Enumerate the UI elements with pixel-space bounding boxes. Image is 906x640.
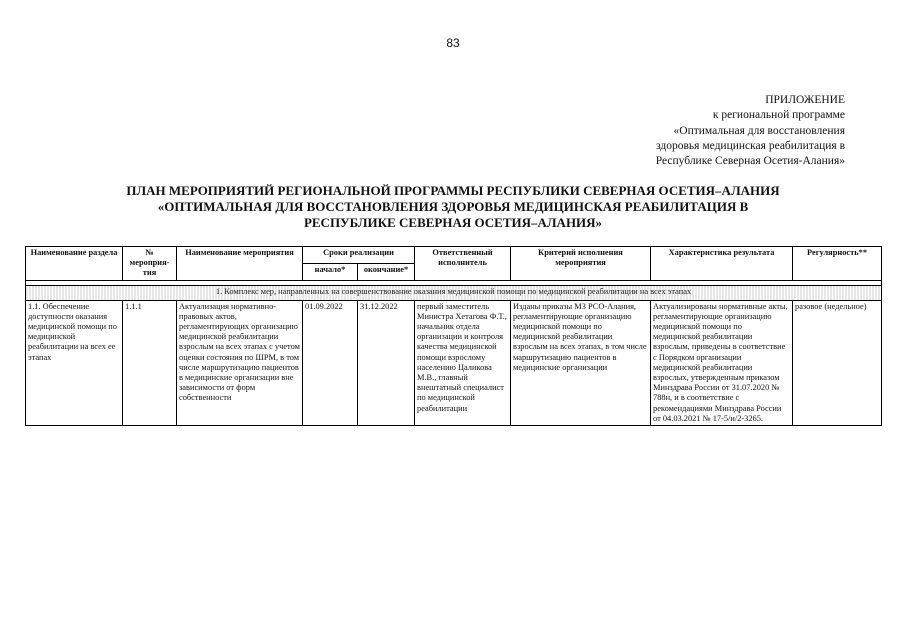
title-line: ПЛАН МЕРОПРИЯТИЙ РЕГИОНАЛЬНОЙ ПРОГРАММЫ РЕСПУБЛИКИ СЕВЕРНАЯ ОСЕТИЯ–АЛАНИЯ bbox=[126, 183, 780, 198]
cell-end: 31.12.2022 bbox=[358, 300, 415, 425]
cell-result: Актуализированы нормативные акты, регламентирующие организацию медицинской помощи по медицинской реабилитации взрослым, приведены в соответствие с Порядком организации медицинской реабилитации взрослых, утвержденным приказом Минздрава России от 31.07.2020 № 788н, и в соответствие с рекомендациями Минздрава России от 04.03.2021 № 17-5/и/2-3265. bbox=[651, 300, 793, 425]
header-result: Характеристика результата bbox=[651, 247, 793, 281]
page-number: 83 bbox=[446, 36, 460, 50]
cell-criterion: Изданы приказы МЗ РСО-Алания, регламентирующие организацию медицинской помощи по медицинской реабилитации взрослым на всех этапах, в том числе маршрутизацию пациентов в медицинские организации bbox=[511, 300, 651, 425]
title-line: РЕСПУБЛИКЕ СЕВЕРНАЯ ОСЕТИЯ–АЛАНИЯ» bbox=[303, 215, 603, 230]
table-row bbox=[26, 300, 882, 425]
appendix-heading bbox=[656, 93, 845, 169]
cell-regularity: разовое (недельное) bbox=[793, 300, 882, 425]
appendix-line: к региональной программе bbox=[712, 109, 845, 122]
header-section: Наименование раздела bbox=[26, 247, 123, 281]
cell-activity: Актуализация нормативно-правовых актов, регламентирующих организацию медицинской реабилитации взрослым на всех этапах с учетом оценки состояния по ШРМ, в том числе маршрутизацию пациентов в медицинские организации вне зависимости от форм собственности bbox=[177, 300, 303, 425]
header-period: Сроки реализации bbox=[303, 247, 415, 264]
appendix-line: ПРИЛОЖЕНИЕ bbox=[765, 94, 845, 106]
appendix-line: «Оптимальная для восстановления bbox=[673, 124, 845, 137]
appendix-line: Республике Северная Осетия-Алания» bbox=[655, 155, 845, 168]
header-executor: Ответственный исполнитель bbox=[415, 247, 511, 281]
cell-start: 01.09.2022 bbox=[303, 300, 358, 425]
header-activity: Наименование мероприятия bbox=[177, 247, 303, 281]
document-title bbox=[60, 183, 846, 231]
cell-section: 1.1. Обеспечение доступности оказания медицинской помощи по медицинской реабилитации на всех ее этапах bbox=[26, 300, 123, 425]
header-end: окончание* bbox=[358, 263, 415, 280]
header-start: начало* bbox=[303, 263, 358, 280]
section-title: 1. Комплекс мер, направленных на совершенствование оказания медицинской помощи по медицинской реабилитации на всех этапах bbox=[26, 285, 882, 300]
cell-number: 1.1.1 bbox=[123, 300, 177, 425]
appendix-line: здоровья медицинская реабилитация в bbox=[656, 139, 845, 152]
cell-executor: первый заместитель Министра Хетагова Ф.Т., начальник отдела организации и контроля качества медицинской помощи взрослому населению Цаликова М.В., главный внештатный специалист по медицинской реабилитации bbox=[415, 300, 511, 425]
title-line: «ОПТИМАЛЬНАЯ ДЛЯ ВОССТАНОВЛЕНИЯ ЗДОРОВЬЯ МЕДИЦИНСКАЯ РЕАБИЛИТАЦИЯ В bbox=[157, 199, 749, 214]
header-number: № мероприя-тия bbox=[123, 247, 177, 281]
activity-plan-table bbox=[25, 246, 882, 426]
header-criterion: Критерий исполнения мероприятия bbox=[511, 247, 651, 281]
header-regularity: Регулярность** bbox=[793, 247, 882, 281]
section-row bbox=[26, 285, 882, 300]
